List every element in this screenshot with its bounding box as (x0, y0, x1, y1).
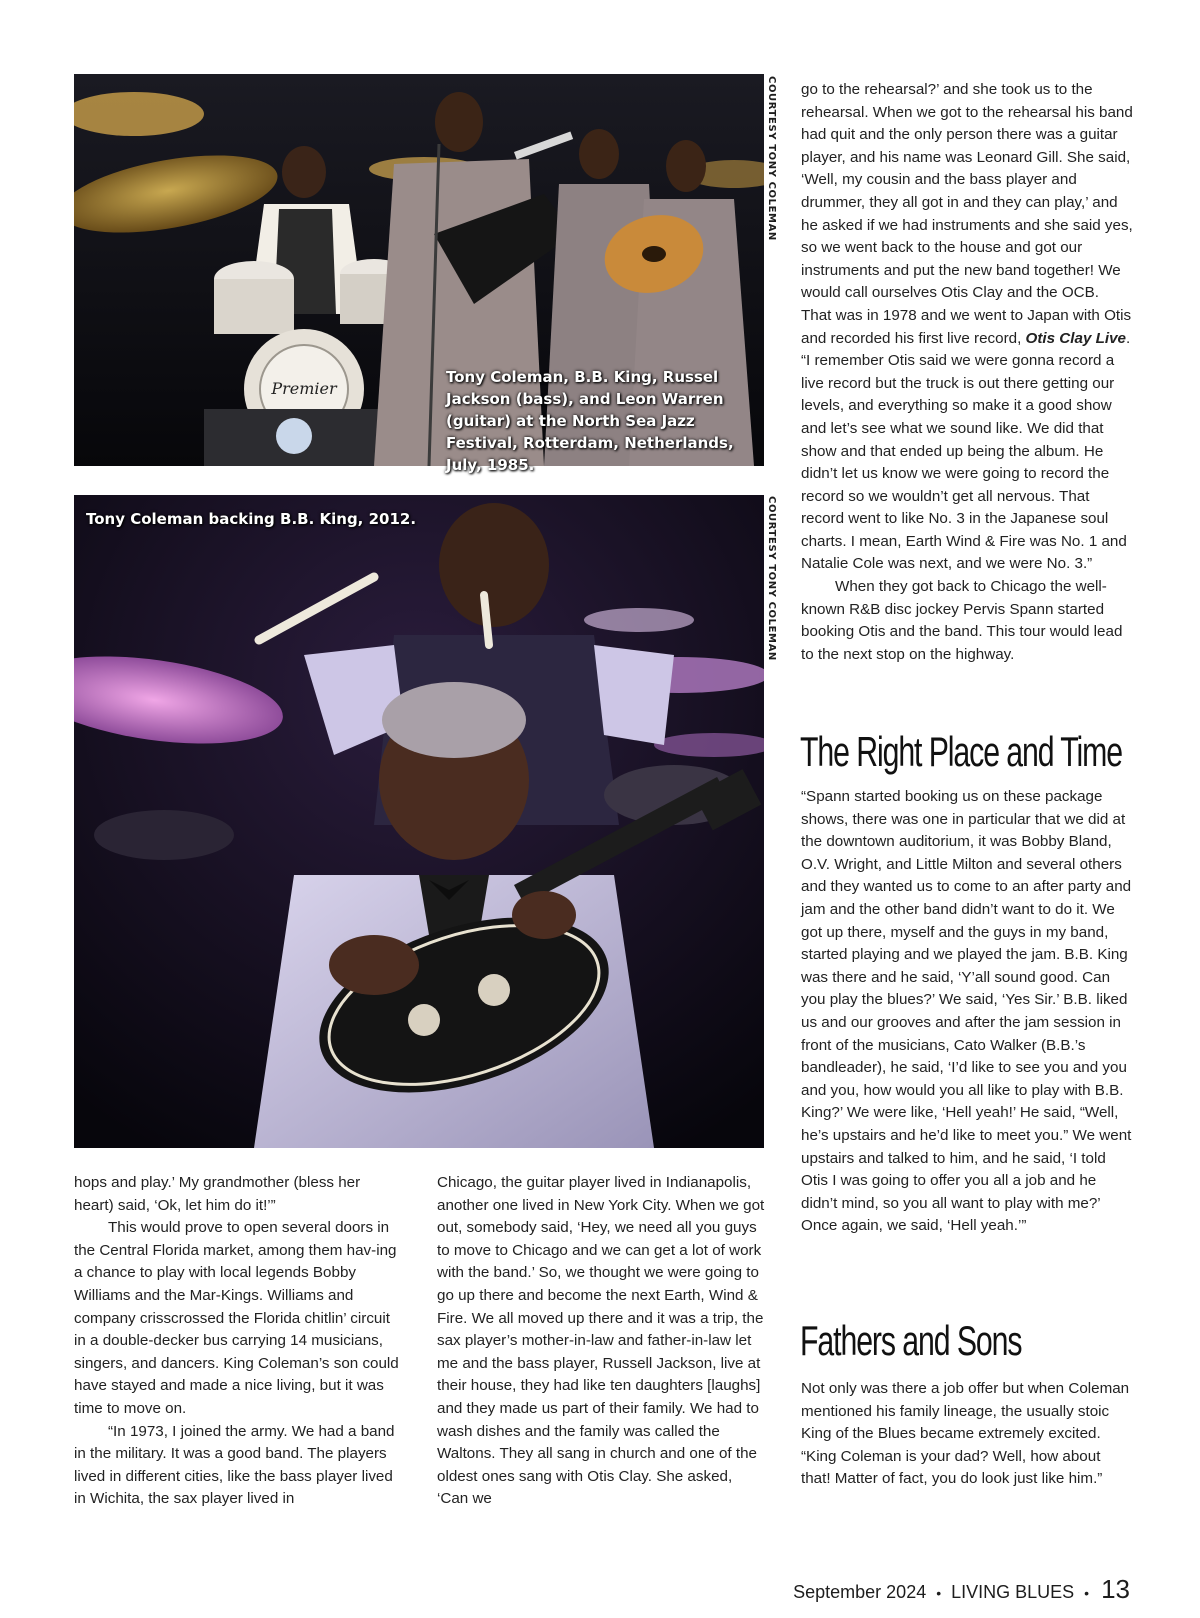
photo-2012-performance (74, 495, 764, 1148)
page-number: 13 (1101, 1574, 1130, 1604)
magazine-name: LIVING BLUES (951, 1582, 1075, 1602)
paragraph: “Spann started booking us on these package shows, there was one in particular that we did at the downtown auditorium, it was Bobby Bland, O.V. Wright, and Little Milton and several others and they wanted us to come to an after party and jam and the other band didn’t want to do it. We got up there, myself and the guys in my band, started playing and we played the jam. B.B. King was there and he said, ‘Y’all sound good. Can you play the blues?’ We said, ‘Yes Sir.’ B.B. liked us and our grooves and after the jam session in front of the musicians, Cato Walker (B.B.’s bandleader), he said, ‘I’d like to see you and you and you, how would you all like to play with B.B. King?’ We were like, ‘Hell yeah!’ He said, “Well, he’s upstairs and he’d like to meet you.” We went upstairs and talked to him, and he said, ‘I told Otis I was going to offer you all a job and he didn’t mind, so you all want to play with me?’ Once again, we said, ‘Hell yeah.’” (801, 788, 1132, 1235)
paragraph: This would prove to open several doors in the Central Florida market, among them hav-ing a chance to play with local legends Bobby Williams and the Mar-Kings. Williams and company crisscrossed the Florida chitlin’ circuit in a double-decker bus carrying 14 musicians, singers, and dancers. King Coleman’s son could have stayed and made a nice living, but it was time to move on. (74, 1219, 399, 1417)
article-column-right-middle (801, 786, 1133, 1238)
paragraph: Chicago, the guitar player lived in Indianapolis, another one lived in New York City. When we got out, somebody said, ‘Hey, we need all you guys to move to Chicago and we can get a lot of work with the band.’ So, we thought we were going to go up there and become the next Earth, Wind & Fire. We all moved up there and it was a trip, the sax player’s mother-in-law and father-in-law let me and the bass player, Russell Jackson, live at their house, they had like ten daughters [laughs] and they made us part of their family. We had to wash dishes and the family was called the Waltons. They all sang in church and one of the oldest ones sang with Otis Clay. She asked, ‘Can we (437, 1174, 765, 1508)
section-heading: Fathers and Sons (800, 1317, 1022, 1364)
paragraph: hops and play.’ My grandmother (bless her heart) said, ‘Ok, let him do it!’” (74, 1174, 361, 1214)
page-footer (793, 1574, 1130, 1605)
paragraph-text: . “I remember Otis said we were gonna record a live record but the truck is out there getting our levels, and everything so make it a good show and let’s see what we sound like. We did that show and that ended up being the album. He didn’t let us know we were going to record the record so we wouldn’t get all nervous. That record went to like No. 3 in the Japanese soul charts. I mean, Earth Wind & Fire was No. 1 and Natalie Cole was next, and we were No. 3.” (801, 329, 1131, 573)
article-column-right-bottom (801, 1378, 1133, 1491)
paragraph-text: go to the rehearsal?’ and she took us to the rehearsal. When we got to the rehearsal his band had quit and the only person there was a guitar player, and his name was Leonard Gill. She said, ‘Well, my cousin and the bass player and drummer, they all got in and they can play,’ and he asked if we had instruments and she said yes, so we went back to the house and got our instruments and put the new band together! We would call ourselves Otis Clay and the OCB. That was in 1978 and we went to Japan with Otis and recorded his first live record, (801, 81, 1133, 347)
article-column-right-top (801, 79, 1133, 666)
photo-caption-2012: Tony Coleman backing B.B. King, 2012. (86, 510, 417, 528)
photo-credit-1985: COURTESY TONY COLEMAN (766, 76, 777, 241)
photo-2012-illustration (74, 495, 764, 1148)
paragraph: “In 1973, I joined the army. We had a band in the military. It was a good band. The players lived in different cities, like the bass player lived in Wichita, the sax player lived in (74, 1422, 395, 1508)
paragraph (801, 79, 1133, 576)
photo-credit-2012: COURTESY TONY COLEMAN (766, 496, 777, 661)
record-title: Otis Clay Live (1025, 329, 1126, 347)
footer-separator: • (1084, 1585, 1090, 1601)
article-column-middle (437, 1172, 765, 1511)
photo-caption-1985: Tony Coleman, B.B. King, Russel Jackson (bass), and Leon Warren (guitar) at the North Sea Jazz Festival, Rotterdam, Netherlands, July, 1985. (446, 368, 734, 474)
paragraph: When they got back to Chicago the well-known R&B disc jockey Pervis Spann started booking Otis and the band. This tour would lead to the next stop on the highway. (801, 578, 1123, 663)
paragraph: Not only was there a job offer but when Coleman mentioned his family lineage, the usually stoic King of the Blues became extremely excited. “King Coleman is your dad? Well, how about that! Matter of fact, you do look just like him.” (801, 1380, 1130, 1488)
drum-brand-logo: Premier (271, 379, 337, 398)
article-column-left (74, 1172, 404, 1511)
issue-date: September 2024 (793, 1582, 927, 1602)
footer-separator: • (936, 1585, 942, 1601)
section-heading: The Right Place and Time (800, 728, 1123, 775)
